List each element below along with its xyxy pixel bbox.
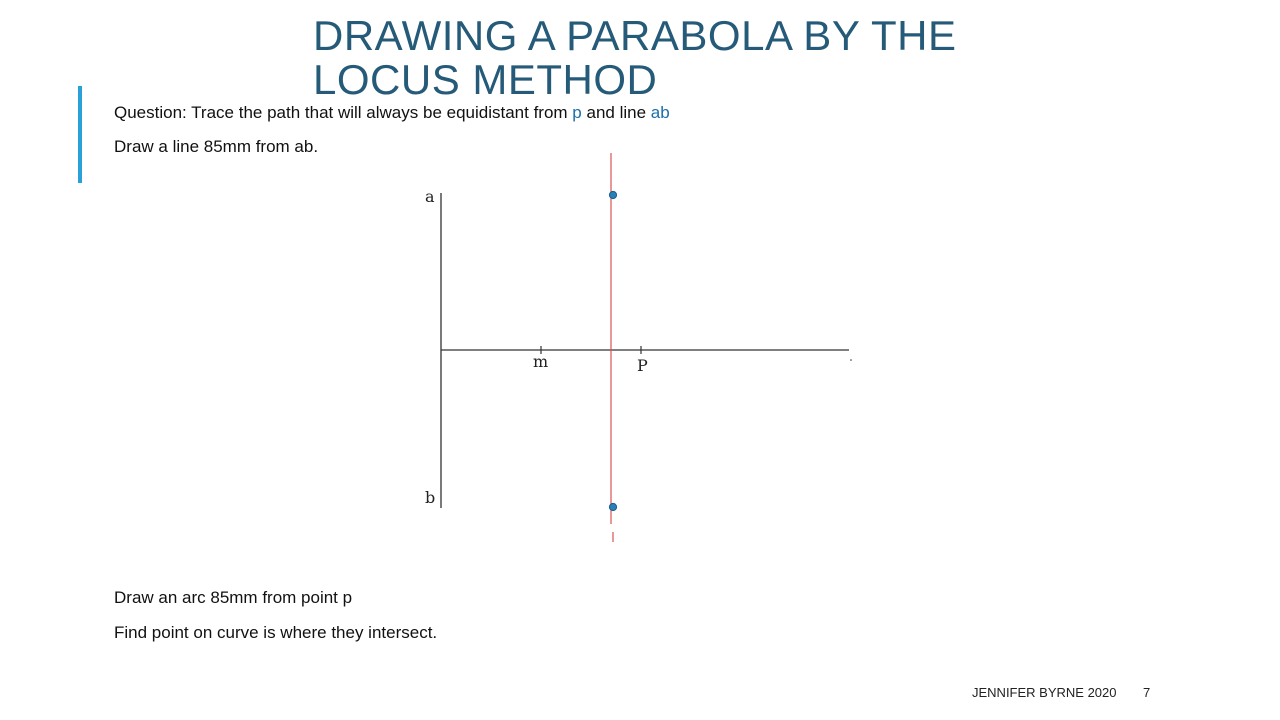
question-line-ab: ab	[650, 103, 670, 122]
question-point-p: p	[572, 103, 582, 122]
label-p: P	[637, 356, 648, 375]
question-mid: and line	[581, 103, 651, 122]
title-line-1: DRAWING A PARABOLA BY THE	[313, 12, 957, 59]
label-b: b	[425, 488, 436, 507]
step-3-text: Find point on curve is where they intersect.	[114, 623, 438, 642]
axis-end-mark	[850, 359, 852, 361]
title-line-2: LOCUS METHOD	[313, 56, 658, 103]
label-a: a	[425, 187, 435, 206]
point-top	[609, 191, 616, 198]
footer-author: JENNIFER BYRNE 2020	[972, 685, 1117, 700]
question-prefix: Question: Trace the path that will always be equidistant from	[114, 103, 573, 122]
step-1-text: Draw a line 85mm from ab.	[114, 137, 319, 156]
step-2-text: Draw an arc 85mm from point p	[114, 588, 353, 607]
label-m: m	[533, 352, 549, 371]
point-bottom	[609, 503, 616, 510]
page-number: 7	[1143, 685, 1151, 700]
